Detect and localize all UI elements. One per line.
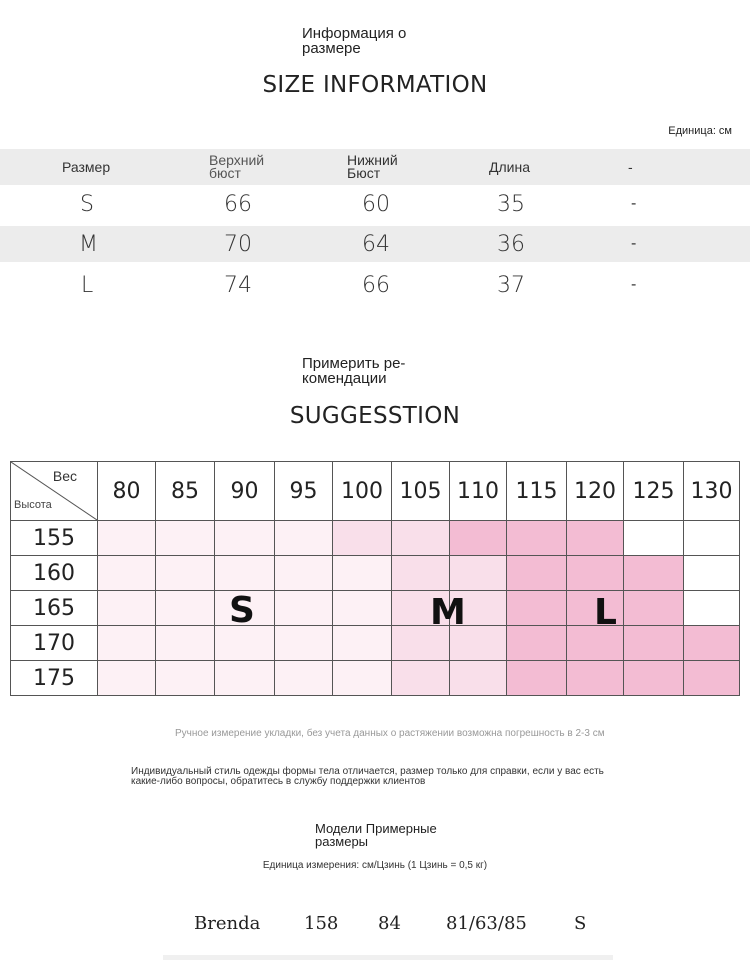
style-note: Индивидуальный стиль одежды формы тела отличается, размер только для справки, если у вас есть какие-либо вопросы, обратитесь в службу поддержки клиентов [131, 766, 604, 787]
grid-cell [98, 591, 156, 626]
weight-header: 95 [275, 462, 333, 521]
length-cell: 37 [497, 272, 525, 298]
grid-cell [684, 591, 740, 626]
grid-cell [215, 521, 275, 556]
lower-bust-cell: 60 [362, 191, 390, 217]
length-cell: 35 [497, 191, 525, 217]
grid-cell [567, 521, 624, 556]
weight-axis-label: Вес [52, 468, 77, 484]
grid-cell [624, 626, 684, 661]
grid-cell [333, 591, 392, 626]
height-axis-label: Высота [14, 499, 52, 511]
grid-cell [392, 521, 450, 556]
size-table-header [0, 149, 750, 185]
size-cell: S [80, 191, 94, 217]
grid-cell [215, 661, 275, 696]
grid-cell [215, 556, 275, 591]
size-title-en: SIZE INFORMATION [262, 72, 488, 98]
size-s-marker: S [229, 590, 255, 631]
length-cell: 36 [497, 231, 525, 257]
grid-cell [156, 521, 215, 556]
height-label: 160 [11, 556, 98, 591]
weight-header: 80 [98, 462, 156, 521]
size-m-marker: M [430, 592, 466, 633]
model-name: Brenda [194, 913, 261, 934]
lower-bust-cell: 64 [362, 231, 390, 257]
model-row [0, 905, 750, 941]
lower-bust-cell: 66 [362, 272, 390, 298]
grid-cell [450, 521, 507, 556]
model-height: 158 [304, 913, 339, 934]
suggestion-title-ru: Примерить рекомендации [302, 355, 406, 387]
suggestion-title-en: SUGGESSTION [289, 403, 461, 429]
weight-header: 115 [507, 462, 567, 521]
size-cell: L [81, 272, 94, 298]
weight-header: 85 [156, 462, 215, 521]
grid-cell [275, 591, 333, 626]
grid-cell [98, 661, 156, 696]
height-label: 155 [11, 521, 98, 556]
grid-cell [507, 661, 567, 696]
size-suggestion-grid [10, 461, 740, 696]
model-weight: 84 [378, 913, 401, 934]
grid-cell [156, 626, 215, 661]
grid-cell [684, 521, 740, 556]
size-unit-label: Единица: см [668, 125, 732, 137]
grid-cell [450, 556, 507, 591]
weight-header: 125 [624, 462, 684, 521]
grid-cell [392, 556, 450, 591]
grid-cell [507, 626, 567, 661]
grid-cell [275, 661, 333, 696]
size-row [0, 226, 750, 262]
grid-cell [684, 626, 740, 661]
upper-bust-cell: 66 [224, 191, 252, 217]
grid-cell [392, 661, 450, 696]
size-title-ru: Информация о размере [302, 25, 407, 57]
height-row [11, 591, 740, 626]
header-upper-bust: Верхний бюст [209, 152, 265, 181]
header-length: Длина [489, 158, 530, 175]
upper-bust-cell: 74 [224, 272, 252, 298]
extra-cell: - [631, 276, 637, 293]
grid-cell [98, 626, 156, 661]
weight-header: 90 [215, 462, 275, 521]
models-title-ru: Модели Примерные размеры [315, 821, 437, 849]
weight-header: 110 [450, 462, 507, 521]
model-size: S [574, 913, 587, 934]
grid-cell [624, 556, 684, 591]
corner-cell [11, 462, 98, 521]
grid-cell [567, 556, 624, 591]
grid-cell [275, 626, 333, 661]
grid-cell [507, 556, 567, 591]
measure-note: Ручное измерение укладки, без учета данных о растяжении возможна погрешность в 2-3 см [175, 728, 605, 739]
grid-cell [275, 521, 333, 556]
height-label: 165 [11, 591, 98, 626]
weight-header-row [11, 462, 740, 521]
height-row [11, 661, 740, 696]
height-row [11, 521, 740, 556]
size-l-marker: L [594, 592, 617, 633]
header-extra: - [628, 158, 633, 175]
weight-header: 100 [333, 462, 392, 521]
models-unit-label: Единица измерения: см/Цзинь (1 Цзинь = 0,5 кг) [262, 860, 488, 871]
grid-cell [333, 521, 392, 556]
model-row-divider [163, 955, 613, 960]
grid-cell [684, 556, 740, 591]
grid-cell [156, 591, 215, 626]
grid-cell [333, 661, 392, 696]
grid-cell [624, 661, 684, 696]
grid-cell [98, 556, 156, 591]
grid-cell [624, 591, 684, 626]
grid-cell [156, 661, 215, 696]
grid-cell [684, 661, 740, 696]
grid-cell [333, 626, 392, 661]
grid-cell [624, 521, 684, 556]
height-row [11, 626, 740, 661]
weight-header: 130 [684, 462, 740, 521]
grid-cell [450, 661, 507, 696]
grid-cell [156, 556, 215, 591]
height-label: 175 [11, 661, 98, 696]
size-row [0, 267, 750, 303]
weight-header: 120 [567, 462, 624, 521]
size-cell: M [79, 231, 98, 257]
grid-cell [275, 556, 333, 591]
size-row [0, 186, 750, 222]
upper-bust-cell: 70 [224, 231, 252, 257]
grid-cell [507, 591, 567, 626]
weight-header: 105 [392, 462, 450, 521]
extra-cell: - [631, 195, 637, 212]
height-label: 170 [11, 626, 98, 661]
header-lower-bust: Нижний Бюст [347, 152, 398, 181]
model-measurements: 81/63/85 [446, 913, 527, 934]
extra-cell: - [631, 235, 637, 252]
grid-cell [507, 521, 567, 556]
height-row [11, 556, 740, 591]
grid-cell [98, 521, 156, 556]
header-size: Размер [62, 158, 111, 175]
grid-cell [567, 661, 624, 696]
grid-cell [333, 556, 392, 591]
